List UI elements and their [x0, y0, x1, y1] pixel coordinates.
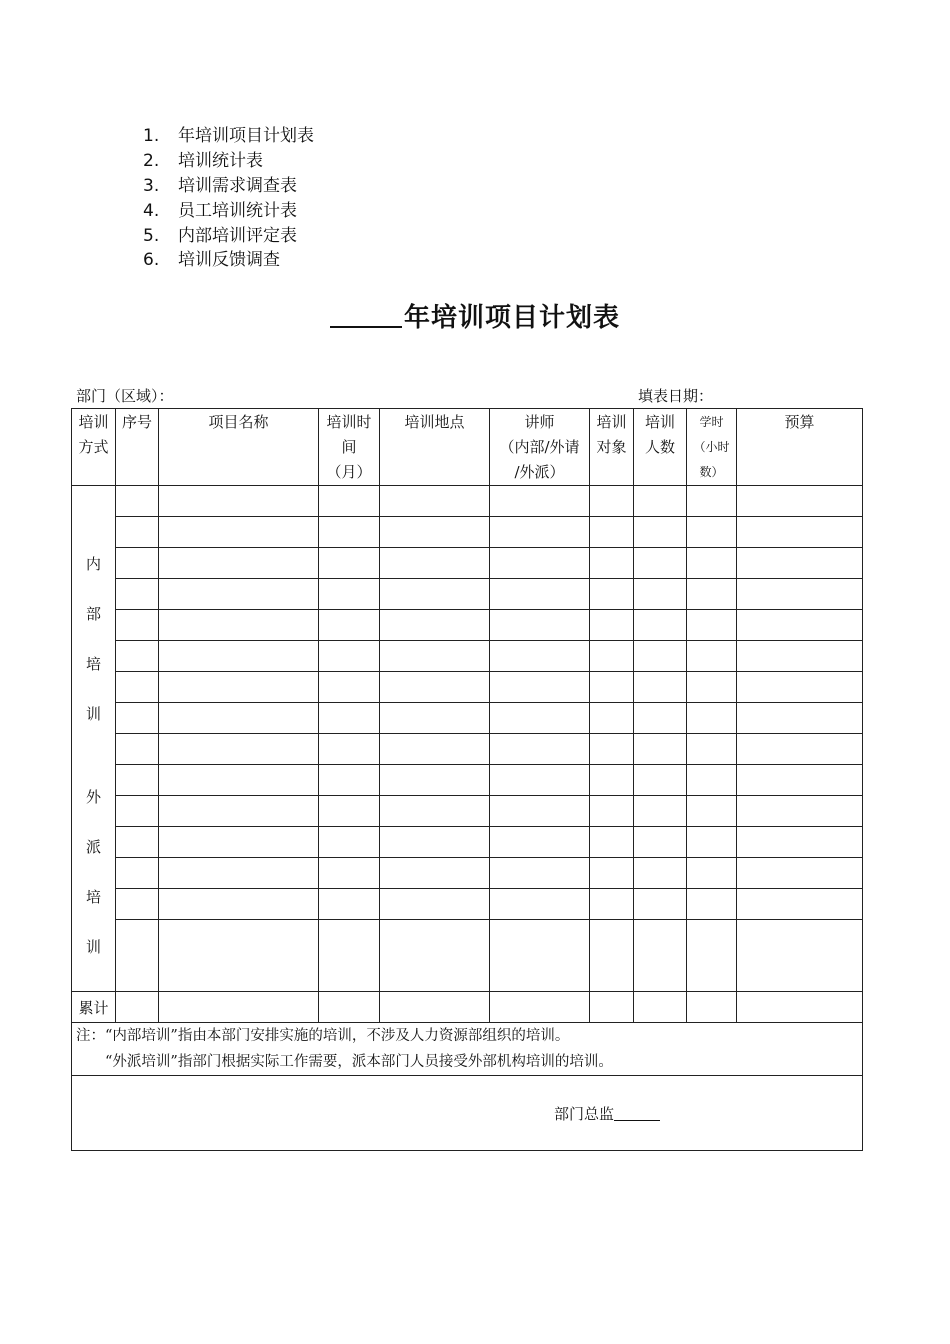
header-count: 培训 人数 [634, 409, 687, 486]
toc-item-label: 内部培训评定表 [178, 226, 297, 246]
table-row [72, 920, 863, 992]
table-cell[interactable] [319, 548, 380, 579]
toc-item-number: 1. [143, 126, 160, 146]
table-cell[interactable] [380, 765, 490, 796]
table-cell[interactable] [380, 672, 490, 703]
table-cell[interactable] [319, 920, 380, 992]
table-cell[interactable] [319, 889, 380, 920]
table-cell[interactable] [590, 548, 634, 579]
training-method-char: 培 [85, 655, 101, 673]
table-cell[interactable] [159, 889, 319, 920]
toc-item-label: 年培训项目计划表 [178, 126, 314, 146]
toc-item [143, 249, 314, 271]
header-seq: 序号 [116, 409, 159, 486]
header-row [72, 409, 863, 486]
table-cell[interactable] [116, 579, 159, 610]
table-cell[interactable] [634, 858, 687, 889]
table-cell[interactable] [116, 517, 159, 548]
toc-item [143, 224, 314, 249]
table-cell[interactable] [590, 858, 634, 889]
table-cell[interactable] [490, 858, 590, 889]
table-cell[interactable] [737, 579, 863, 610]
table-cell[interactable] [687, 796, 737, 827]
table-cell[interactable] [490, 827, 590, 858]
table-cell[interactable] [737, 672, 863, 703]
table-cell[interactable] [490, 889, 590, 920]
total-row [72, 992, 863, 1023]
table-cell[interactable] [590, 517, 634, 548]
table-cell[interactable] [319, 517, 380, 548]
table-cell[interactable] [319, 579, 380, 610]
toc-item-number: 3. [143, 176, 160, 196]
table-cell[interactable] [687, 920, 737, 992]
table-cell[interactable] [634, 548, 687, 579]
table-cell[interactable] [116, 548, 159, 579]
table-cell[interactable] [687, 765, 737, 796]
table-cell[interactable] [490, 672, 590, 703]
training-method-char: 派 [85, 838, 101, 856]
table-row [72, 765, 863, 796]
table-cell[interactable] [590, 703, 634, 734]
header-hours: 学时 （小时 数） [687, 409, 737, 486]
table-row [72, 827, 863, 858]
table-row [72, 517, 863, 548]
table-cell[interactable] [687, 672, 737, 703]
table-cell[interactable] [687, 610, 737, 641]
signature-line[interactable] [614, 1104, 660, 1121]
table-cell[interactable] [159, 672, 319, 703]
table-row [72, 858, 863, 889]
year-blank-line [330, 296, 402, 328]
toc-item [143, 174, 314, 199]
header-lecturer: 讲师 （内部/外请 /外派） [490, 409, 590, 486]
table-cell[interactable] [687, 486, 737, 517]
table-cell[interactable] [380, 486, 490, 517]
table-cell[interactable] [319, 486, 380, 517]
table-cell[interactable] [116, 610, 159, 641]
table-cell[interactable] [116, 703, 159, 734]
training-method-label [72, 486, 116, 992]
table-cell[interactable] [490, 579, 590, 610]
table-cell[interactable] [687, 734, 737, 765]
page-title-text: 年培训项目计划表 [403, 303, 620, 333]
table-cell[interactable] [634, 796, 687, 827]
toc-item-label: 培训需求调查表 [178, 176, 297, 196]
table-cell[interactable] [490, 610, 590, 641]
table-cell[interactable] [319, 641, 380, 672]
table-cell[interactable] [116, 734, 159, 765]
table-cell[interactable] [380, 734, 490, 765]
table-cell[interactable] [159, 858, 319, 889]
table-cell[interactable] [590, 486, 634, 517]
table-cell[interactable] [319, 610, 380, 641]
toc-item-label: 培训统计表 [178, 151, 263, 171]
table-cell[interactable] [737, 920, 863, 992]
table-cell[interactable] [116, 858, 159, 889]
department-label: 部门（区域）： [76, 387, 174, 405]
table-cell[interactable] [687, 641, 737, 672]
notes-row [72, 1023, 863, 1076]
table-cell[interactable] [116, 672, 159, 703]
table-cell[interactable] [737, 734, 863, 765]
table-cell[interactable] [737, 827, 863, 858]
table-cell[interactable] [159, 920, 319, 992]
total-cell[interactable] [590, 992, 634, 1023]
table-row [72, 548, 863, 579]
signature-cell [72, 1076, 863, 1151]
table-cell[interactable] [380, 703, 490, 734]
note-external-training: “外派培训”指部门根据实际工作需要，派本部门人员接受外部机构培训的培训。 [105, 1054, 613, 1070]
table-cell[interactable] [380, 579, 490, 610]
signature-row [72, 1076, 863, 1151]
toc-item [143, 199, 314, 224]
total-cell[interactable] [319, 992, 380, 1023]
total-cell[interactable] [634, 992, 687, 1023]
table-cell[interactable] [380, 858, 490, 889]
table-cell[interactable] [737, 641, 863, 672]
table-cell[interactable] [319, 827, 380, 858]
table-cell[interactable] [319, 734, 380, 765]
table-cell[interactable] [159, 765, 319, 796]
table-cell[interactable] [634, 641, 687, 672]
table-cell[interactable] [737, 889, 863, 920]
table-cell[interactable] [490, 920, 590, 992]
table-cell[interactable] [159, 548, 319, 579]
table-cell[interactable] [737, 765, 863, 796]
table-row [72, 703, 863, 734]
table-cell[interactable] [687, 858, 737, 889]
table-cell[interactable] [687, 548, 737, 579]
table-cell[interactable] [490, 796, 590, 827]
table-cell[interactable] [380, 920, 490, 992]
toc-item [143, 124, 314, 149]
table-cell[interactable] [159, 641, 319, 672]
table-cell[interactable] [590, 889, 634, 920]
table-cell[interactable] [116, 889, 159, 920]
total-cell[interactable] [687, 992, 737, 1023]
header-project-name: 项目名称 [159, 409, 319, 486]
table-cell[interactable] [319, 765, 380, 796]
table-body [72, 409, 863, 1151]
table-cell[interactable] [380, 548, 490, 579]
table-cell[interactable] [687, 517, 737, 548]
table-cell[interactable] [737, 517, 863, 548]
table-cell[interactable] [634, 486, 687, 517]
table-cell[interactable] [380, 641, 490, 672]
table-cell[interactable] [380, 610, 490, 641]
training-method-char: 训 [85, 705, 101, 723]
table-cell[interactable] [687, 579, 737, 610]
table-cell[interactable] [319, 672, 380, 703]
table-cell[interactable] [159, 579, 319, 610]
table-cell[interactable] [490, 517, 590, 548]
table-cell[interactable] [159, 517, 319, 548]
table-cell[interactable] [490, 703, 590, 734]
table-cell[interactable] [490, 548, 590, 579]
table-cell[interactable] [159, 827, 319, 858]
training-method-char: 培 [85, 888, 101, 906]
table-cell[interactable] [590, 827, 634, 858]
table-cell[interactable] [319, 703, 380, 734]
table-cell[interactable] [737, 796, 863, 827]
table-cell[interactable] [116, 827, 159, 858]
table-cell[interactable] [634, 765, 687, 796]
table-row [72, 579, 863, 610]
table-cell[interactable] [737, 610, 863, 641]
table-cell[interactable] [687, 703, 737, 734]
header-method: 培训 方式 [72, 409, 116, 486]
table-cell[interactable] [116, 765, 159, 796]
table-cell[interactable] [380, 827, 490, 858]
table-cell[interactable] [634, 827, 687, 858]
table-cell[interactable] [590, 610, 634, 641]
table-row [72, 796, 863, 827]
note-internal-training: 注：“内部培训”指由本部门安排实施的培训，不涉及人力资源部组织的培训。 [76, 1028, 570, 1044]
toc-item-label: 员工培训统计表 [178, 201, 297, 221]
table-cell[interactable] [590, 796, 634, 827]
table-row [72, 672, 863, 703]
table-cell[interactable] [687, 889, 737, 920]
total-cell[interactable] [159, 992, 319, 1023]
training-plan-table [71, 408, 863, 1151]
toc-item-number: 4. [143, 201, 160, 221]
table-cell[interactable] [634, 579, 687, 610]
training-method-char: 外 [85, 788, 101, 806]
table-cell[interactable] [116, 796, 159, 827]
table-cell[interactable] [687, 827, 737, 858]
table-row [72, 610, 863, 641]
table-cell[interactable] [159, 734, 319, 765]
table-cell[interactable] [634, 610, 687, 641]
toc-item-label: 培训反馈调查 [178, 250, 280, 270]
header-budget: 预算 [737, 409, 863, 486]
table-cell[interactable] [590, 672, 634, 703]
table-cell[interactable] [380, 796, 490, 827]
table-row [72, 889, 863, 920]
table-cell[interactable] [490, 641, 590, 672]
table-row [72, 734, 863, 765]
header-location: 培训地点 [380, 409, 490, 486]
toc-item-number: 6. [143, 250, 160, 270]
table-cell[interactable] [380, 517, 490, 548]
header-target: 培训 对象 [590, 409, 634, 486]
table-cell[interactable] [590, 641, 634, 672]
training-method-char: 训 [85, 938, 101, 956]
table-cell[interactable] [159, 610, 319, 641]
table-cell[interactable] [634, 703, 687, 734]
table-cell[interactable] [590, 579, 634, 610]
table-cell[interactable] [737, 703, 863, 734]
page-title [0, 296, 950, 334]
table-cell[interactable] [634, 889, 687, 920]
header-time: 培训时 间 （月） [319, 409, 380, 486]
table-cell[interactable] [490, 734, 590, 765]
table-cell[interactable] [159, 796, 319, 827]
table-cell[interactable] [590, 765, 634, 796]
table-cell[interactable] [116, 641, 159, 672]
table-cell[interactable] [737, 858, 863, 889]
table-cell[interactable] [380, 889, 490, 920]
total-cell[interactable] [380, 992, 490, 1023]
table-cell[interactable] [490, 486, 590, 517]
table-cell[interactable] [590, 734, 634, 765]
table-row [72, 641, 863, 672]
notes-cell [72, 1023, 863, 1076]
total-cell[interactable] [737, 992, 863, 1023]
table-cell[interactable] [634, 517, 687, 548]
table-cell[interactable] [634, 920, 687, 992]
table-cell[interactable] [116, 486, 159, 517]
table-cell[interactable] [737, 486, 863, 517]
total-cell[interactable] [116, 992, 159, 1023]
table-cell[interactable] [590, 920, 634, 992]
table-of-contents [143, 124, 314, 271]
toc-item-number: 5. [143, 226, 160, 246]
total-cell[interactable] [490, 992, 590, 1023]
table-cell[interactable] [634, 734, 687, 765]
training-method-char: 内 [85, 555, 101, 573]
toc-item-number: 2. [143, 151, 160, 171]
total-label: 累计 [72, 992, 116, 1023]
table-row [72, 486, 863, 517]
toc-item [143, 149, 314, 174]
table-cell[interactable] [159, 703, 319, 734]
table-cell[interactable] [319, 858, 380, 889]
table-cell[interactable] [159, 486, 319, 517]
training-method-char: 部 [85, 605, 101, 623]
fill-date-label: 填表日期： [638, 387, 714, 405]
table-cell[interactable] [116, 920, 159, 992]
table-cell[interactable] [737, 548, 863, 579]
director-signature-label: 部门总监 [554, 1105, 615, 1123]
table-cell[interactable] [490, 765, 590, 796]
director-signature [554, 1103, 660, 1124]
table-cell[interactable] [634, 672, 687, 703]
table-cell[interactable] [319, 796, 380, 827]
